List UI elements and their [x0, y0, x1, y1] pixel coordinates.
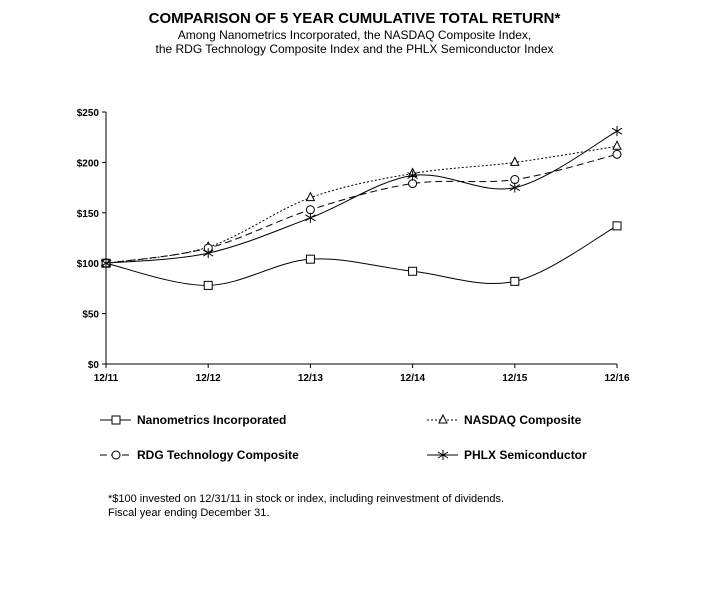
legend-marker-1	[112, 416, 120, 424]
y-tick-label: $50	[82, 309, 99, 321]
series-line-1	[106, 226, 617, 285]
data-point-series-1	[613, 222, 621, 230]
x-tick-label: 12/15	[502, 373, 528, 384]
data-point-series-4	[612, 126, 622, 136]
x-tick-label: 12/13	[297, 373, 323, 384]
data-point-series-2	[511, 157, 519, 165]
legend-marker-3	[112, 451, 120, 459]
x-tick-label: 12/12	[195, 373, 221, 384]
data-point-series-4	[305, 213, 315, 223]
data-point-series-1	[511, 277, 519, 285]
y-tick-label: $100	[76, 259, 99, 271]
chart-title: COMPARISON OF 5 YEAR CUMULATIVE TOTAL RETURN*	[148, 10, 561, 27]
data-point-series-1	[306, 255, 314, 263]
legend-label-2: NASDAQ Composite	[464, 413, 582, 427]
x-tick-label: 12/14	[400, 373, 426, 384]
x-tick-label: 12/11	[93, 373, 119, 384]
data-point-series-3	[306, 206, 314, 214]
footnote-investment: *$100 invested on 12/31/11 in stock or index, including reinvestment of dividends.	[108, 493, 505, 505]
y-tick-label: $150	[76, 208, 99, 220]
series-line-3	[106, 154, 617, 263]
x-tick-label: 12/16	[604, 373, 630, 384]
chart-subtitle-line-1: Among Nanometrics Incorporated, the NASDAQ Composite Index,	[177, 28, 532, 42]
data-point-series-4	[510, 183, 520, 193]
data-point-series-3	[409, 180, 417, 188]
legend-label-4: PHLX Semiconductor	[464, 448, 587, 462]
y-tick-label: $0	[87, 360, 99, 371]
chart-subtitle-line-2: the RDG Technology Composite Index and the PHLX Semiconductor Index	[155, 42, 554, 56]
y-tick-label: $200	[76, 158, 99, 170]
series-line-4	[106, 131, 617, 263]
data-point-series-1	[409, 267, 417, 275]
data-point-series-3	[511, 176, 519, 184]
legend-marker-2	[439, 415, 447, 423]
data-point-series-3	[613, 150, 621, 158]
series-line-2	[106, 146, 617, 263]
footnote-fiscal-year: Fiscal year ending December 31.	[108, 507, 270, 519]
legend-label-1: Nanometrics Incorporated	[137, 413, 287, 427]
y-tick-label: $250	[76, 108, 99, 119]
data-point-series-2	[613, 141, 621, 149]
data-point-series-1	[204, 281, 212, 289]
legend-label-3: RDG Technology Composite	[137, 448, 299, 462]
